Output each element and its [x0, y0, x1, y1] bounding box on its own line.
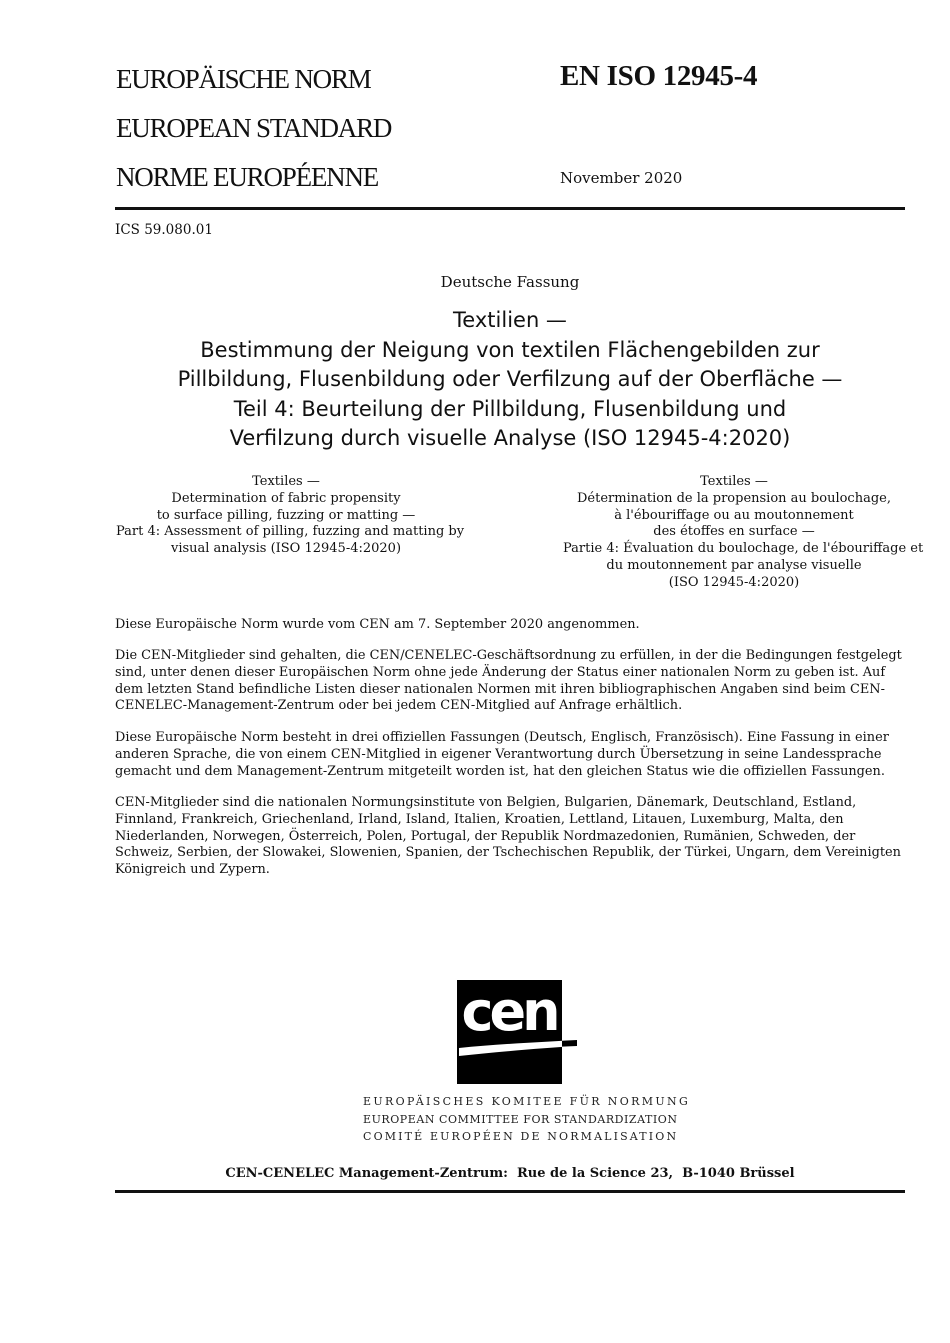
committee-name-de: EUROPÄISCHES KOMITEE FÜR NORMUNG	[363, 1095, 691, 1108]
official-versions-paragraph: Diese Europäische Norm besteht in drei offiziellen Fassungen (Deutsch, Englisch, Französisch). Eine Fassung in einer anderen Sprache, die von einem CEN-Mitglied in eigener Verantwortung durch Übersetzung in seine Landessprache gemacht und dem Management-Zentrum mitgeteilt worden ist, hat den gleichen Status wie die offiziellen Fassungen.	[115, 730, 889, 779]
publication-date: November 2020	[560, 169, 683, 187]
title-line: Bestimmung der Neigung von textilen Flächengebilden zur	[200, 337, 820, 362]
french-title	[563, 474, 924, 592]
management-centre-address: CEN-CENELEC Management-Zentrum: Rue de la Science 23, B-1040 Brüssel	[225, 1166, 795, 1181]
title-line: Teil 4: Beurteilung der Pillbildung, Flusenbildung und	[233, 396, 787, 421]
french-title-line: à l'ébouriffage ou au moutonnement	[614, 507, 854, 523]
standard-name-en: EUROPEAN STANDARD	[116, 113, 392, 143]
english-title	[116, 474, 465, 558]
ics-code: ICS 59.080.01	[115, 222, 213, 238]
svg-text:cen: cen	[461, 980, 557, 1043]
top-divider	[115, 207, 905, 210]
standard-name-fr: NORME EUROPÉENNE	[116, 162, 379, 192]
english-title-line: to surface pilling, fuzzing or matting —	[156, 507, 416, 523]
cen-logo	[457, 980, 577, 1084]
title-line: Pillbildung, Flusenbildung oder Verfilzung auf der Oberfläche —	[177, 367, 843, 391]
committee-name-en: EUROPEAN COMMITTEE FOR STANDARDIZATION	[363, 1112, 678, 1126]
french-title-line: (ISO 12945-4:2020)	[668, 574, 800, 590]
bottom-divider	[115, 1190, 905, 1193]
english-title-line: Part 4: Assessment of pilling, fuzzing and matting by	[116, 524, 465, 540]
english-title-line: Textiles —	[252, 474, 320, 489]
document-id: EN ISO 12945-4	[560, 60, 758, 92]
main-title	[115, 306, 905, 454]
french-title-line: Textiles —	[700, 474, 768, 489]
title-line: Textilien —	[453, 308, 567, 332]
french-title-line: des étoffes en surface —	[653, 524, 815, 540]
french-title-line: Détermination de la propension au boulochage,	[577, 490, 891, 506]
title-line: Verfilzung durch visuelle Analyse (ISO 12945-4:2020)	[229, 426, 791, 450]
english-title-line: Determination of fabric propensity	[171, 490, 401, 506]
members-list-paragraph: CEN-Mitglieder sind die nationalen Normungsinstitute von Belgien, Bulgarien, Dänemark, Deutschland, Estland, Finnland, Frankreich, Griechenland, Irland, Island, Italien, Kroatien, Lettland, Litauen, Luxemburg, Malta, den Niederlanden, Norwegen, Österreich, Polen, Portugal, der Republik Nordmazedonien, Rumänien, Schweden, der Schweiz, Serbien, der Slowakei, Slowenien, Spanien, der Tschechischen Republik, der Türkei, Ungarn, dem Vereinigten Königreich und Zypern.	[115, 795, 901, 878]
committee-name-fr: COMITÉ EUROPÉEN DE NORMALISATION	[363, 1130, 679, 1143]
english-title-line: visual analysis (ISO 12945-4:2020)	[170, 541, 402, 557]
french-title-line: Partie 4: Évaluation du boulochage, de l'ébouriffage et	[563, 541, 924, 557]
adoption-paragraph: Diese Europäische Norm wurde vom CEN am 7. September 2020 angenommen.	[115, 617, 640, 632]
committee-names	[363, 1093, 690, 1146]
french-title-line: du moutonnement par analyse visuelle	[606, 557, 862, 573]
language-version: Deutsche Fassung	[440, 273, 580, 291]
standard-name-de: EUROPÄISCHE NORM	[116, 64, 371, 94]
member-obligation-paragraph: Die CEN-Mitglieder sind gehalten, die CEN/CENELEC-Geschäftsordnung zu erfüllen, in der die Bedingungen festgelegt sind, unter denen dieser Europäischen Norm ohne jede Änderung der Status einer nationalen Norm zu geben ist. Auf dem letzten Stand befindliche Listen dieser nationalen Normen mit ihren bibliographischen Angaben sind beim CEN-CENELEC-Management-Zentrum oder bei jedem CEN-Mitglied auf Anfrage erhältlich.	[115, 648, 902, 714]
